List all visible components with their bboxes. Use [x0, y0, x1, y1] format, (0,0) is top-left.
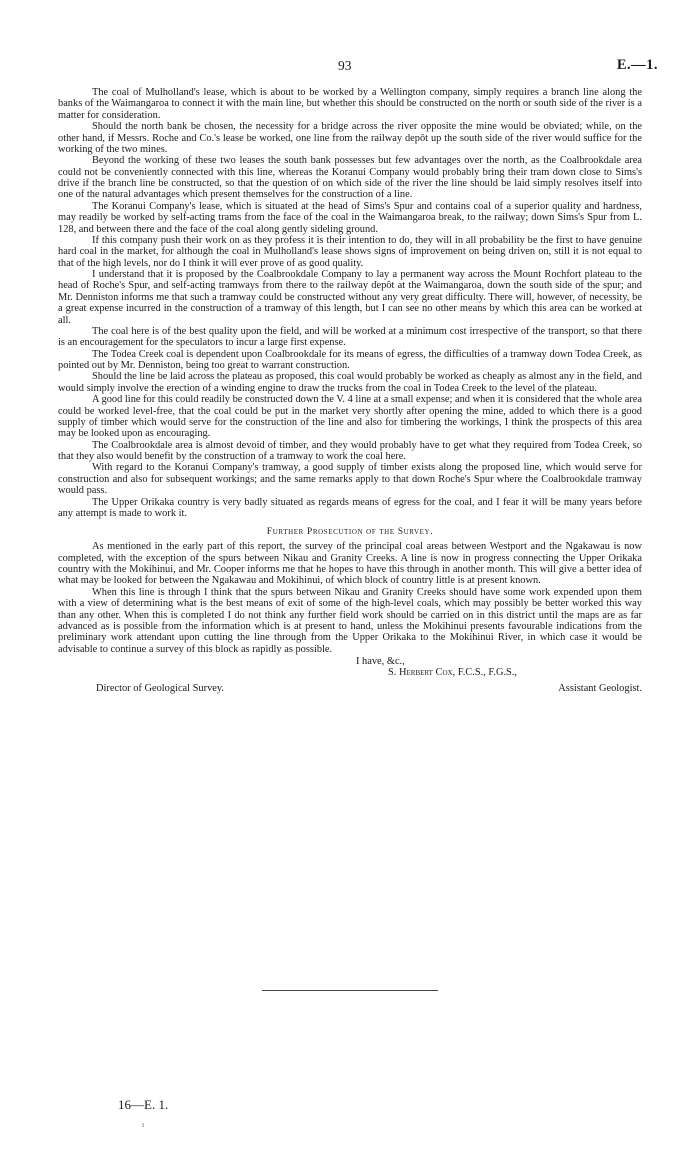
paragraph: When this line is through I think that the spurs between Nikau and Granity Creeks should have some work expended upon them with a view of determining what is the best means of exit of some of the high-level coals, which may possibly be better worked this way than any other. When this is completed I do not think any further field work should be carried on in this district until the maps are as far advanced as is possible from the information which is at present to hand, unless the Mokihinui presents favourable indications from the preliminary work attendant upon cutting the line through from the Upper Orikaka to the Mokihinui River, in which case it would be advisable to continue a survey of this block as rapidly as possible. — [58, 586, 642, 655]
paragraph: Beyond the working of these two leases the south bank possesses but few advantages over the north, as the Coalbrookdale area could not be conveniently connected with this line, whereas the Koranui Company would probably bring their tram down close to Sims's drive if the branch line be constructed, so that the question of on which side of the river the line should be laid simply resolves itself into one of the natural advantages which present themselves for the construction of a line. — [58, 155, 642, 201]
printer-mark: ι — [142, 1120, 145, 1129]
page-number: 93 — [338, 58, 352, 73]
signature-block — [58, 656, 642, 714]
paragraph: Should the north bank be chosen, the necessity for a bridge across the river opposite the mine would be obviated; while, on the other hand, if Messrs. Roche and Co.'s lease be worked, one line from the railway depôt up the south side of the river would suffice for the working of the two mines. — [58, 121, 642, 155]
paragraph: If this company push their work on as they profess it is their intention to do, they will in all probability be the first to have genuine hard coal in the market, for although the coal in Mulholland's lease shows signs of improvement on being driven on, still it is not equal to that of the high levels, nor do I think it will ever prove of as good quality. — [58, 234, 642, 269]
paragraph: A good line for this could readily be constructed down the V. 4 line at a small expense; and when it is considered that the whole area could be worked level-free, that the coal could be put in the market very shortly after opening the mine, added to which there is a good supply of timber which would serve for the construction of the line and also for timbering the workings, I think the prospects of this area may be looked upon as encouraging. — [58, 394, 642, 440]
signatory-name — [388, 667, 517, 678]
section-heading: Further Prosecution of the Survey. — [266, 526, 434, 538]
footer-code: 16—E. 1. — [118, 1097, 169, 1112]
paragraph: The coal here is of the best quality upon the field, and will be worked at a minimum cost irrespective of the transport, so that there is an encouragement for the speculators to incur a large first expense. — [58, 325, 642, 349]
divider-rule — [262, 990, 438, 991]
paragraph: The coal of Mulholland's lease, which is about to be worked by a Wellington company, simply requires a branch line along the banks of the Waimangaroa to connect it with the main line, but whether this should be constructed on the north or south side of the river is a matter for consideration. — [58, 87, 642, 121]
section-code: E.—1. — [616, 57, 658, 73]
paragraph: As mentioned in the early part of this report, the survey of the principal coal areas between Westport and the Ngakawau is now completed, with the exception of the spurs between Nikau and Granity Creeks. A line is now in progress connecting the Upper Orikaka country with the Mokihinui, and Mr. Cooper informs me that he hopes to have this through in another month. This will give a better idea of what may be looked for between the Ngakawau and Mokihinui, of which block of country little is at present known. — [58, 541, 642, 587]
recipient-line: Director of Geological Survey. — [96, 683, 225, 694]
report-body — [58, 87, 642, 714]
signatory-surname: Herbert Cox — [399, 667, 453, 678]
paragraph: The Coalbrookdale area is almost devoid of timber, and they would probably have to get what they required from Todea Creek, so that they also would benefit by the construction of a tramway to work the coal here. — [58, 439, 642, 462]
signatory-initial: S. — [388, 667, 397, 678]
paragraph: With regard to the Koranui Company's tramway, a good supply of timber exists along the proposed line, which would serve for construction and also for subsequent workings; and the same remarks apply to that down Roche's Spur where the Coalbrookdale tramway would pass. — [58, 462, 642, 497]
paragraph: Should the line be laid across the plateau as proposed, this coal would probably be worked as cheaply as almost any in the field, and would simply involve the erection of a winding engine to draw the trucks from the coal in Todea Creek to the level of the plateau. — [58, 371, 642, 394]
signatory-credentials: , F.C.S., F.G.S., — [452, 667, 518, 678]
paragraph: The Todea Creek coal is dependent upon Coalbrookdale for its means of egress, the difficulties of a tramway down Todea Creek, as pointed out by Mr. Denniston, being too great to warrant construction. — [58, 348, 642, 371]
signatory-title: Assistant Geologist. — [558, 683, 642, 694]
paragraph: I understand that it is proposed by the Coalbrookdale Company to lay a permanent way across the Mount Rochfort plateau to the head of Roche's Spur, and self-acting tramways from there to the railway depôt at the Waimangaroa, down the south side of the spur; and Mr. Denniston informs me that such a tramway could be constructed without any very great difficulty. There will, however, of necessity, be a great expense incurred in the construction of a tramway of this length, but I can see no other means by which this area can be worked at all. — [58, 269, 642, 326]
paragraph: The Upper Orikaka country is very badly situated as regards means of egress for the coal, and I fear it will be many years before any attempt is made to work it. — [58, 496, 642, 519]
signature-closing: I have, &c., — [356, 656, 405, 667]
paragraph: The Koranui Company's lease, which is situated at the head of Sims's Spur and contains coal of a superior quality and hardness, may readily be worked by self-acting trams from the face of the coal in the Waimangaroa break, to the railway; down Sims's Spur from L. 128, and between there and the face of the coal along gently sideling ground. — [58, 200, 642, 235]
